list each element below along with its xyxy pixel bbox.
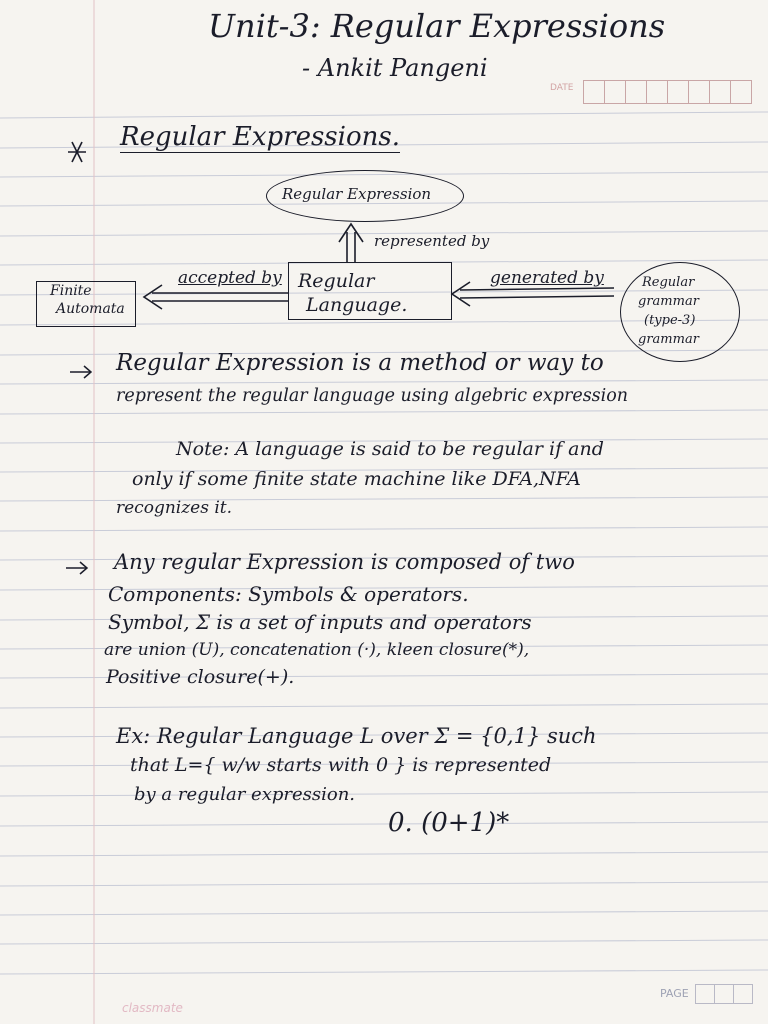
note-line-1: Note: A language is said to be regular if and xyxy=(176,438,604,460)
finite-automata-line1: Finite xyxy=(50,283,92,299)
definition-line-2: represent the regular language using algebric expression xyxy=(116,386,629,406)
regular-language-line2: Language. xyxy=(306,294,408,316)
section-heading: Regular Expressions. xyxy=(120,122,400,152)
right-arrow-icon xyxy=(70,366,91,378)
finite-automata-line2: Automata xyxy=(56,301,125,317)
example-line-3: by a regular expression. xyxy=(134,784,356,805)
star-bullet-icon xyxy=(68,142,86,162)
components-line-5: Positive closure(+). xyxy=(106,666,295,688)
page-label: PAGE xyxy=(660,987,689,1000)
right-arrow-icon xyxy=(66,562,87,574)
left-arrow-icon xyxy=(144,285,288,309)
date-label: DATE xyxy=(550,83,574,93)
regular-grammar-line4: grammar xyxy=(638,332,699,347)
page-number-boxes xyxy=(696,984,753,1004)
date-boxes xyxy=(584,80,752,104)
up-arrow-icon xyxy=(339,224,363,262)
regular-grammar-line2: grammar xyxy=(638,294,699,309)
note-line-2: only if some finite state machine like DFA,NFA xyxy=(132,468,581,490)
page-title: Unit-3: Regular Expressions xyxy=(208,7,666,45)
author-line: - Ankit Pangeni xyxy=(302,54,488,82)
components-line-4: are union (U), concatenation (·), kleen closure(*), xyxy=(104,640,530,660)
definition-line-1: Regular Expression is a method or way to xyxy=(116,350,604,376)
components-line-2: Components: Symbols & operators. xyxy=(108,582,469,606)
accepted-by-label: accepted by xyxy=(178,268,282,288)
generated-by-label: generated by xyxy=(490,268,604,288)
regular-language-line1: Regular xyxy=(298,270,375,292)
regular-expression-label: Regular Expression xyxy=(282,185,432,203)
components-line-1: Any regular Expression is composed of two xyxy=(114,550,575,574)
represented-by-label: represented by xyxy=(374,232,490,250)
note-line-3: recognizes it. xyxy=(116,498,233,518)
regular-grammar-line3: (type-3) xyxy=(644,313,696,328)
example-expression: 0. (0+1)* xyxy=(388,808,510,838)
example-line-2: that L={ w/w starts with 0 } is represented xyxy=(130,754,552,776)
components-line-3: Symbol, Σ is a set of inputs and operators xyxy=(108,610,532,634)
example-line-1: Ex: Regular Language L over Σ = {0,1} such xyxy=(116,724,597,748)
brand-watermark: classmate xyxy=(122,1001,183,1015)
regular-grammar-line1: Regular xyxy=(642,275,695,290)
